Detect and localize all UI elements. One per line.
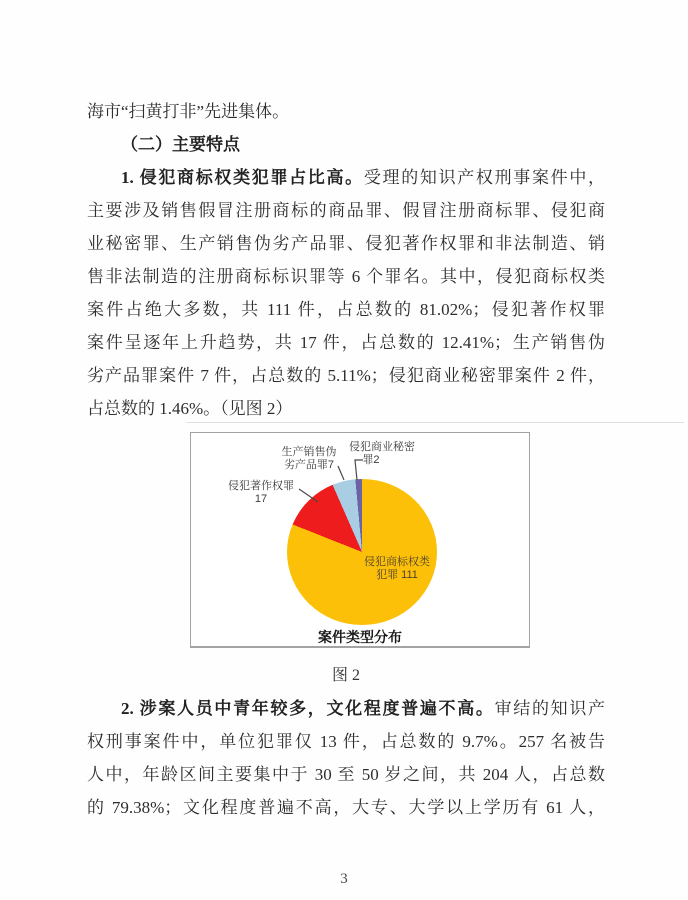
text-line — [87, 95, 605, 128]
paragraph-2 — [87, 692, 605, 824]
pie-label-text: 生产销售伪 — [281, 446, 337, 458]
text-line — [87, 161, 605, 194]
scan-artifact-line — [186, 422, 684, 423]
text-segment: 案件呈逐年上升趋势，共 17 件，占总数的 12.41%；生产销售伪 — [87, 333, 605, 352]
text-segment: 海市“扫黄打非”先进集体。 — [87, 102, 290, 121]
text-line — [87, 392, 605, 425]
pie-label-fake-products — [277, 446, 341, 472]
text-line — [87, 260, 605, 293]
chart-title: 案件类型分布 — [318, 631, 402, 646]
pie-label-text: 劣产品罪7 — [283, 459, 335, 471]
text-segment: 业秘密罪、生产销售伪劣产品罪、侵犯著作权罪和非法制造、销 — [87, 234, 605, 253]
pie-label-copyright — [221, 480, 301, 506]
pie-chart — [287, 479, 437, 625]
pie-label-text: 侵犯商业秘密 — [349, 441, 415, 453]
pie-label-trade-secret — [346, 441, 418, 467]
text-segment: 劣产品罪案件 7 件，占总数的 5.11%；侵犯商业秘密罪案件 2 件， — [87, 366, 605, 385]
text-line — [87, 227, 605, 260]
text-segment: 案件占绝大多数，共 111 件，占总数的 81.02%；侵犯著作权罪 — [87, 300, 605, 319]
pie-chart-figure — [190, 432, 530, 648]
text-line — [87, 359, 605, 392]
text-segment-bold: 2. 涉案人员中青年较多，文化程度普遍不高。 — [121, 699, 495, 718]
pie-label-text: 侵犯著作权罪 — [228, 480, 294, 492]
page-number: 3 — [340, 871, 348, 887]
pie-label-text: 罪2 — [362, 454, 380, 466]
text-segment: 权刑事案件中，单位犯罪仅 13 件，占总数的 9.7%。257 名被告 — [87, 732, 605, 751]
text-line — [87, 194, 605, 227]
text-segment: 售非法制造的注册商标标识罪等 6 个罪名。其中，侵犯商标权类 — [87, 267, 605, 286]
pie-label-trademark — [357, 556, 437, 582]
pie-label-text: 17 — [254, 493, 268, 505]
text-line — [87, 128, 605, 161]
text-line — [87, 758, 605, 791]
text-segment: 人中，年龄区间主要集中于 30 至 50 岁之间，共 204 人，占总数 — [87, 765, 605, 784]
paragraph-1 — [87, 95, 605, 425]
figure-caption: 图 2 — [331, 667, 360, 684]
text-segment: 审结的知识产 — [494, 699, 606, 718]
text-segment: 占总数的 1.46%。（见图 2） — [87, 399, 293, 418]
text-segment-bold: 1. 侵犯商标权类犯罪占比高。 — [121, 168, 364, 187]
text-line — [87, 791, 605, 824]
text-line — [87, 293, 605, 326]
pie-label-text: 犯罪 111 — [376, 569, 418, 581]
pie-label-text: 侵犯商标权类 — [364, 556, 430, 568]
text-segment: 的 79.38%；文化程度普遍不高，大专、大学以上学历有 61 人， — [87, 798, 605, 817]
text-line — [87, 326, 605, 359]
text-line — [87, 692, 605, 725]
text-line — [87, 725, 605, 758]
text-segment-bold: （二）主要特点 — [121, 135, 240, 154]
text-segment: 主要涉及销售假冒注册商标的商品罪、假冒注册商标罪、侵犯商 — [87, 201, 605, 220]
text-segment: 受理的知识产权刑事案件中， — [363, 168, 606, 187]
